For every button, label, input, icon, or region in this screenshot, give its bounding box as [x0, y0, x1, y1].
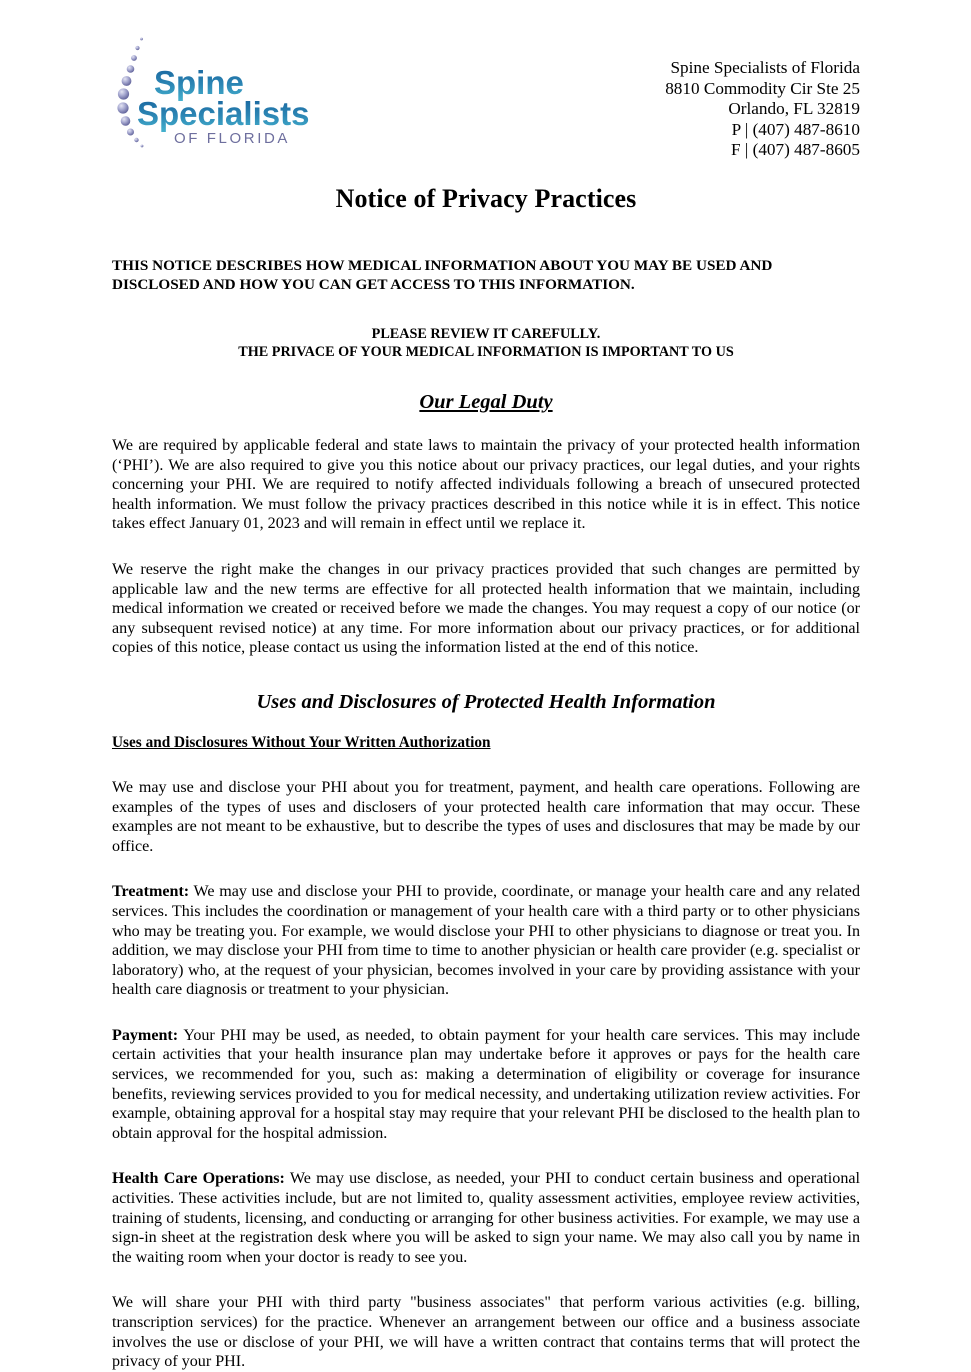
please-review-line-1: PLEASE REVIEW IT CAREFULLY. [371, 326, 601, 342]
logo-line-of-florida: OF FLORIDA [174, 130, 291, 147]
logo-line-specialists: Specialists [137, 95, 310, 132]
address-line-city: Orlando, FL 32819 [728, 99, 860, 118]
paragraph-legal-duty-2: We reserve the right make the changes in our privacy practices provided that such changes are permitted by applicable law and the new terms are effective for all protected health information that we maintain, including medical information we created or received before we made the changes. You may request a copy of our notice (or any subsequent revised notice) at any time. For more information about our privacy practices, or for additional copies of this notice, please contact us using the information listed at the end of this notice. [112, 560, 860, 657]
label-health-care-operations: Health Care Operations: [112, 1170, 285, 1188]
paragraph-treatment [112, 882, 860, 1000]
text-treatment: We may use and disclose your PHI to provide, coordinate, or manage your health care and any related services. This includes the coordination or management of your health care with a third party or to other physicians who may be treating you. For example, we would disclose your PHI to other physicians to diagnose or treat you. In addition, we may disclose your PHI from time to time to another physician or health care provider (e.g. specialist or laboratory) who, at the request of your physician, becomes involved in your care by providing assistance with your health care diagnosis or treatment to your physician. [112, 883, 860, 999]
section-heading-our-legal-duty: Our Legal Duty [419, 391, 553, 413]
text-health-care-operations: We may use disclose, as needed, your PHI to conduct certain business and operational activities. These activities include, but are not limited to, quality assessment activities, employee review activities, training of students, licensing, and conducting or arranging for other business activities. For example, we may use a sign-in sheet at the registration desk where you will be asked to sign your name. We may also call you by name in the waiting room when your doctor is ready to see you. [112, 1170, 860, 1266]
document-body [112, 0, 860, 1372]
please-review-block [112, 326, 860, 361]
please-review-line-2: THE PRIVACE OF YOUR MEDICAL INFORMATION IS IMPORTANT TO US [238, 343, 734, 360]
label-payment: Payment: [112, 1026, 179, 1044]
page-title: Notice of Privacy Practices [335, 184, 637, 213]
paragraph-health-care-operations [112, 1169, 860, 1267]
address-line-fax: F | (407) 487-8605 [731, 140, 860, 159]
subheading-without-written-authorization: Uses and Disclosures Without Your Written Authorization [112, 733, 491, 751]
address-line-street: 8810 Commodity Cir Ste 25 [665, 78, 860, 98]
paragraph-business-associates: We will share your PHI with third party "business associates" that perform various activities (e.g. billing, transcription services) for the practice. Whenever an arrangement between our office and a business associate involves the use or disclose of your PHI, we will have a written contract that contains terms that will protect the privacy of your PHI. [112, 1294, 860, 1371]
label-treatment: Treatment: [112, 883, 190, 901]
paragraph-uses-intro: We may use and disclose your PHI about you for treatment, payment, and health care operations. Following are examples of the types of uses and disclosers of your protected health care information that may occur. These examples are not meant to be exhaustive, but to describe the types of uses and disclosures that may be made by our office. [112, 778, 860, 855]
paragraph-payment [112, 1026, 860, 1144]
logo-line-spine: Spine [154, 64, 244, 101]
notice-statement: THIS NOTICE DESCRIBES HOW MEDICAL INFORMATION ABOUT YOU MAY BE USED AND DISCLOSED AND HOW YOU CAN GET ACCESS TO THIS INFORMATION. [112, 257, 773, 293]
address-line-name: Spine Specialists of Florida [670, 58, 860, 77]
text-payment: Your PHI may be used, as needed, to obtain payment for your health care services. This may include certain activities that your health insurance plan may undertake before it approves or pays for the health care services, we recommended for you, such as: making a determination of eligibility or coverage for insurance benefits, reviewing services provided to you for medical necessity, and undertaking utilization review activities. For example, obtaining approval for a hospital stay may require that your relevant PHI be disclosed to the health plan to obtain approval for the hospital admission. [112, 1026, 860, 1142]
address-line-phone: P | (407) 487-8610 [731, 119, 860, 139]
section-heading-uses-and-disclosures: Uses and Disclosures of Protected Health Information [256, 690, 716, 713]
paragraph-legal-duty-1: We are required by applicable federal and state laws to maintain the privacy of your protected health information (‘PHI’). We are also required to give you this notice about our privacy practices, our legal duties, and your rights concerning your PHI. We are required to notify affected individuals following a breach of unsecured protected health information. We must follow the privacy practices described in this notice while it is in effect. This notice takes effect January 01, 2023 and will remain in effect until we replace it. [112, 437, 860, 533]
